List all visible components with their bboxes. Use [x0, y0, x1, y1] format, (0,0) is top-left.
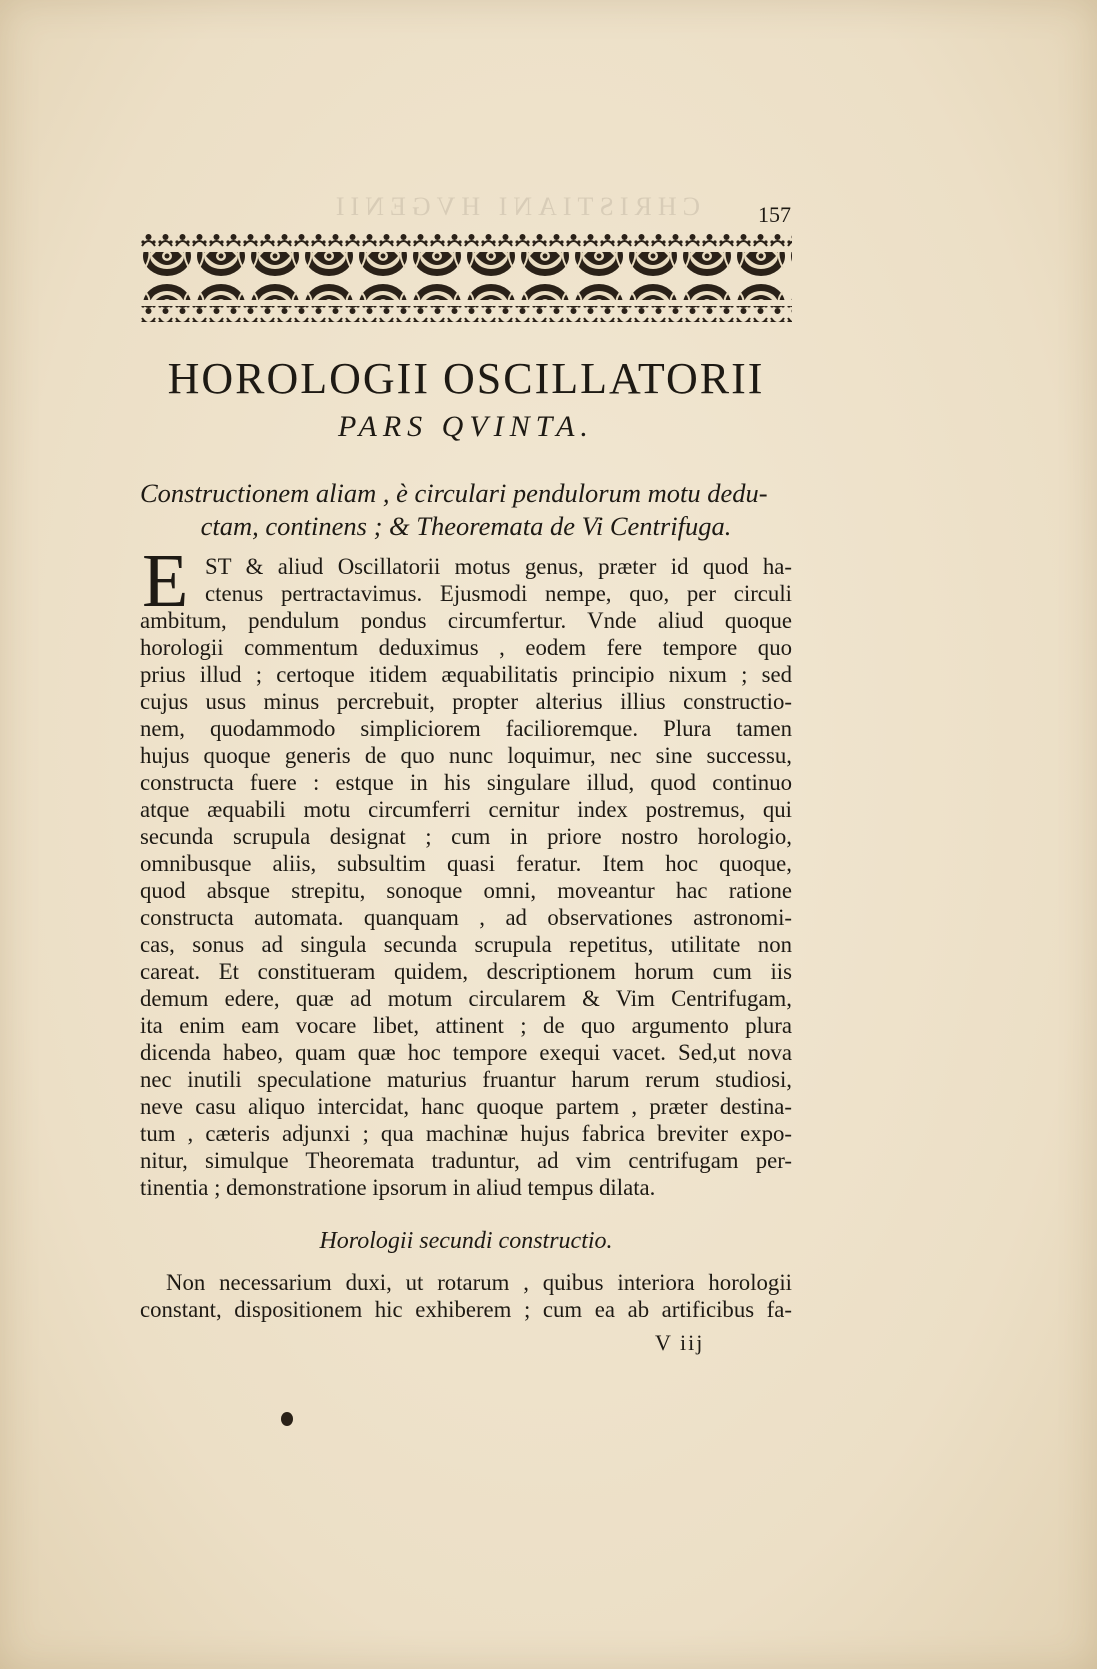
text-line: cujus usus minus percrebuit, propter alterius illius constructio- [140, 689, 792, 714]
text-line: constant, dispositionem hic exhiberem ; cum ea ab artificibus fa- [140, 1297, 792, 1322]
ink-spot [281, 1412, 293, 1426]
text-line: ctenus pertractavimus. Ejusmodi nempe, quo, per circuli [205, 581, 792, 606]
part-subtitle: PARS QVINTA. [338, 410, 594, 443]
text-line: secunda scrupula designat ; cum in priore nostro horologio, [140, 824, 792, 849]
chapter-heading-line: Constructionem aliam , è circulari pendulorum motu dedu- [140, 478, 768, 508]
text-line: nitur, simulque Theoremata traduntur, ad vim centrifugam per- [140, 1148, 792, 1173]
text-line: ambitum, pendulum pondus circumfertur. Vnde aliud quoque [140, 608, 792, 633]
text-line: hujus quoque generis de quo nunc loquimur, nec sine successu, [140, 743, 792, 768]
body-paragraph [140, 553, 792, 1201]
signature-mark: V iij [655, 1330, 705, 1355]
body-paragraph [140, 1269, 792, 1323]
text-line: nec inutili speculatione maturius fruantur harum rerum studiosi, [140, 1067, 792, 1092]
text-line: demum edere, quæ ad motum circularem & Vim Centrifugam, [140, 986, 792, 1011]
text-line: omnibusque aliis, subsultim quasi feratur. Item hoc quoque, [140, 851, 792, 876]
text-line: tinentia ; demonstratione ipsorum in aliud tempus dilata. [140, 1175, 656, 1200]
bleed-through-text: CHRISTIANI HVGENII [329, 192, 700, 221]
text-line: cas, sonus ad singula secunda scrupula repetitus, utilitate non [140, 932, 792, 957]
text-line: neve casu aliquo intercidat, hanc quoque partem , præter destina- [140, 1094, 792, 1119]
ornamental-headpiece [140, 232, 792, 324]
text-line: ita enim eam vocare libet, attinent ; de quo argumento plura [140, 1013, 792, 1038]
main-title: HOROLOGII OSCILLATORII [167, 354, 765, 403]
text-line: nem, quodammodo simpliciorem faciliоremque. Plura tamen [140, 716, 792, 741]
text-line: ST & aliud Oscillatorii motus genus, præter id quod ha- [205, 554, 792, 579]
text-line: careat. Et constitueram quidem, descriptionem horum cum iis [140, 959, 792, 984]
text-line: Non necessarium duxi, ut rotarum , quibus interiora horologii [166, 1270, 792, 1295]
text-line: constructa automata. quanquam , ad observationes astronomi- [140, 905, 792, 930]
text-line: tum , cæteris adjunxi ; qua machinæ hujus fabrica breviter expo- [140, 1121, 792, 1146]
page-number: 157 [758, 202, 791, 227]
text-line: atque æquabili motu circumferri cernitur index postremus, qui [140, 797, 792, 822]
text-line: dicenda habeo, quam quæ hoc tempore exequi vacet. Sed,ut nova [140, 1040, 792, 1065]
text-line: quod absque strepitu, sonoque omni, moveantur hac ratione [140, 878, 792, 903]
chapter-heading-line: ctam, continens ; & Theoremata de Vi Centrifuga. [200, 511, 732, 541]
chapter-heading [140, 477, 792, 543]
text-line: horologii commentum deduximus , eodem fere tempore quo [140, 635, 792, 660]
section-heading: Horologii secundi constructio. [319, 1228, 613, 1254]
drop-cap: E [142, 539, 189, 623]
text-line: constructa fuere : estque in his singulare illud, quod continuo [140, 770, 792, 795]
text-line: prius illud ; certoque itidem æquabilitatis principio nixum ; sed [140, 662, 792, 687]
